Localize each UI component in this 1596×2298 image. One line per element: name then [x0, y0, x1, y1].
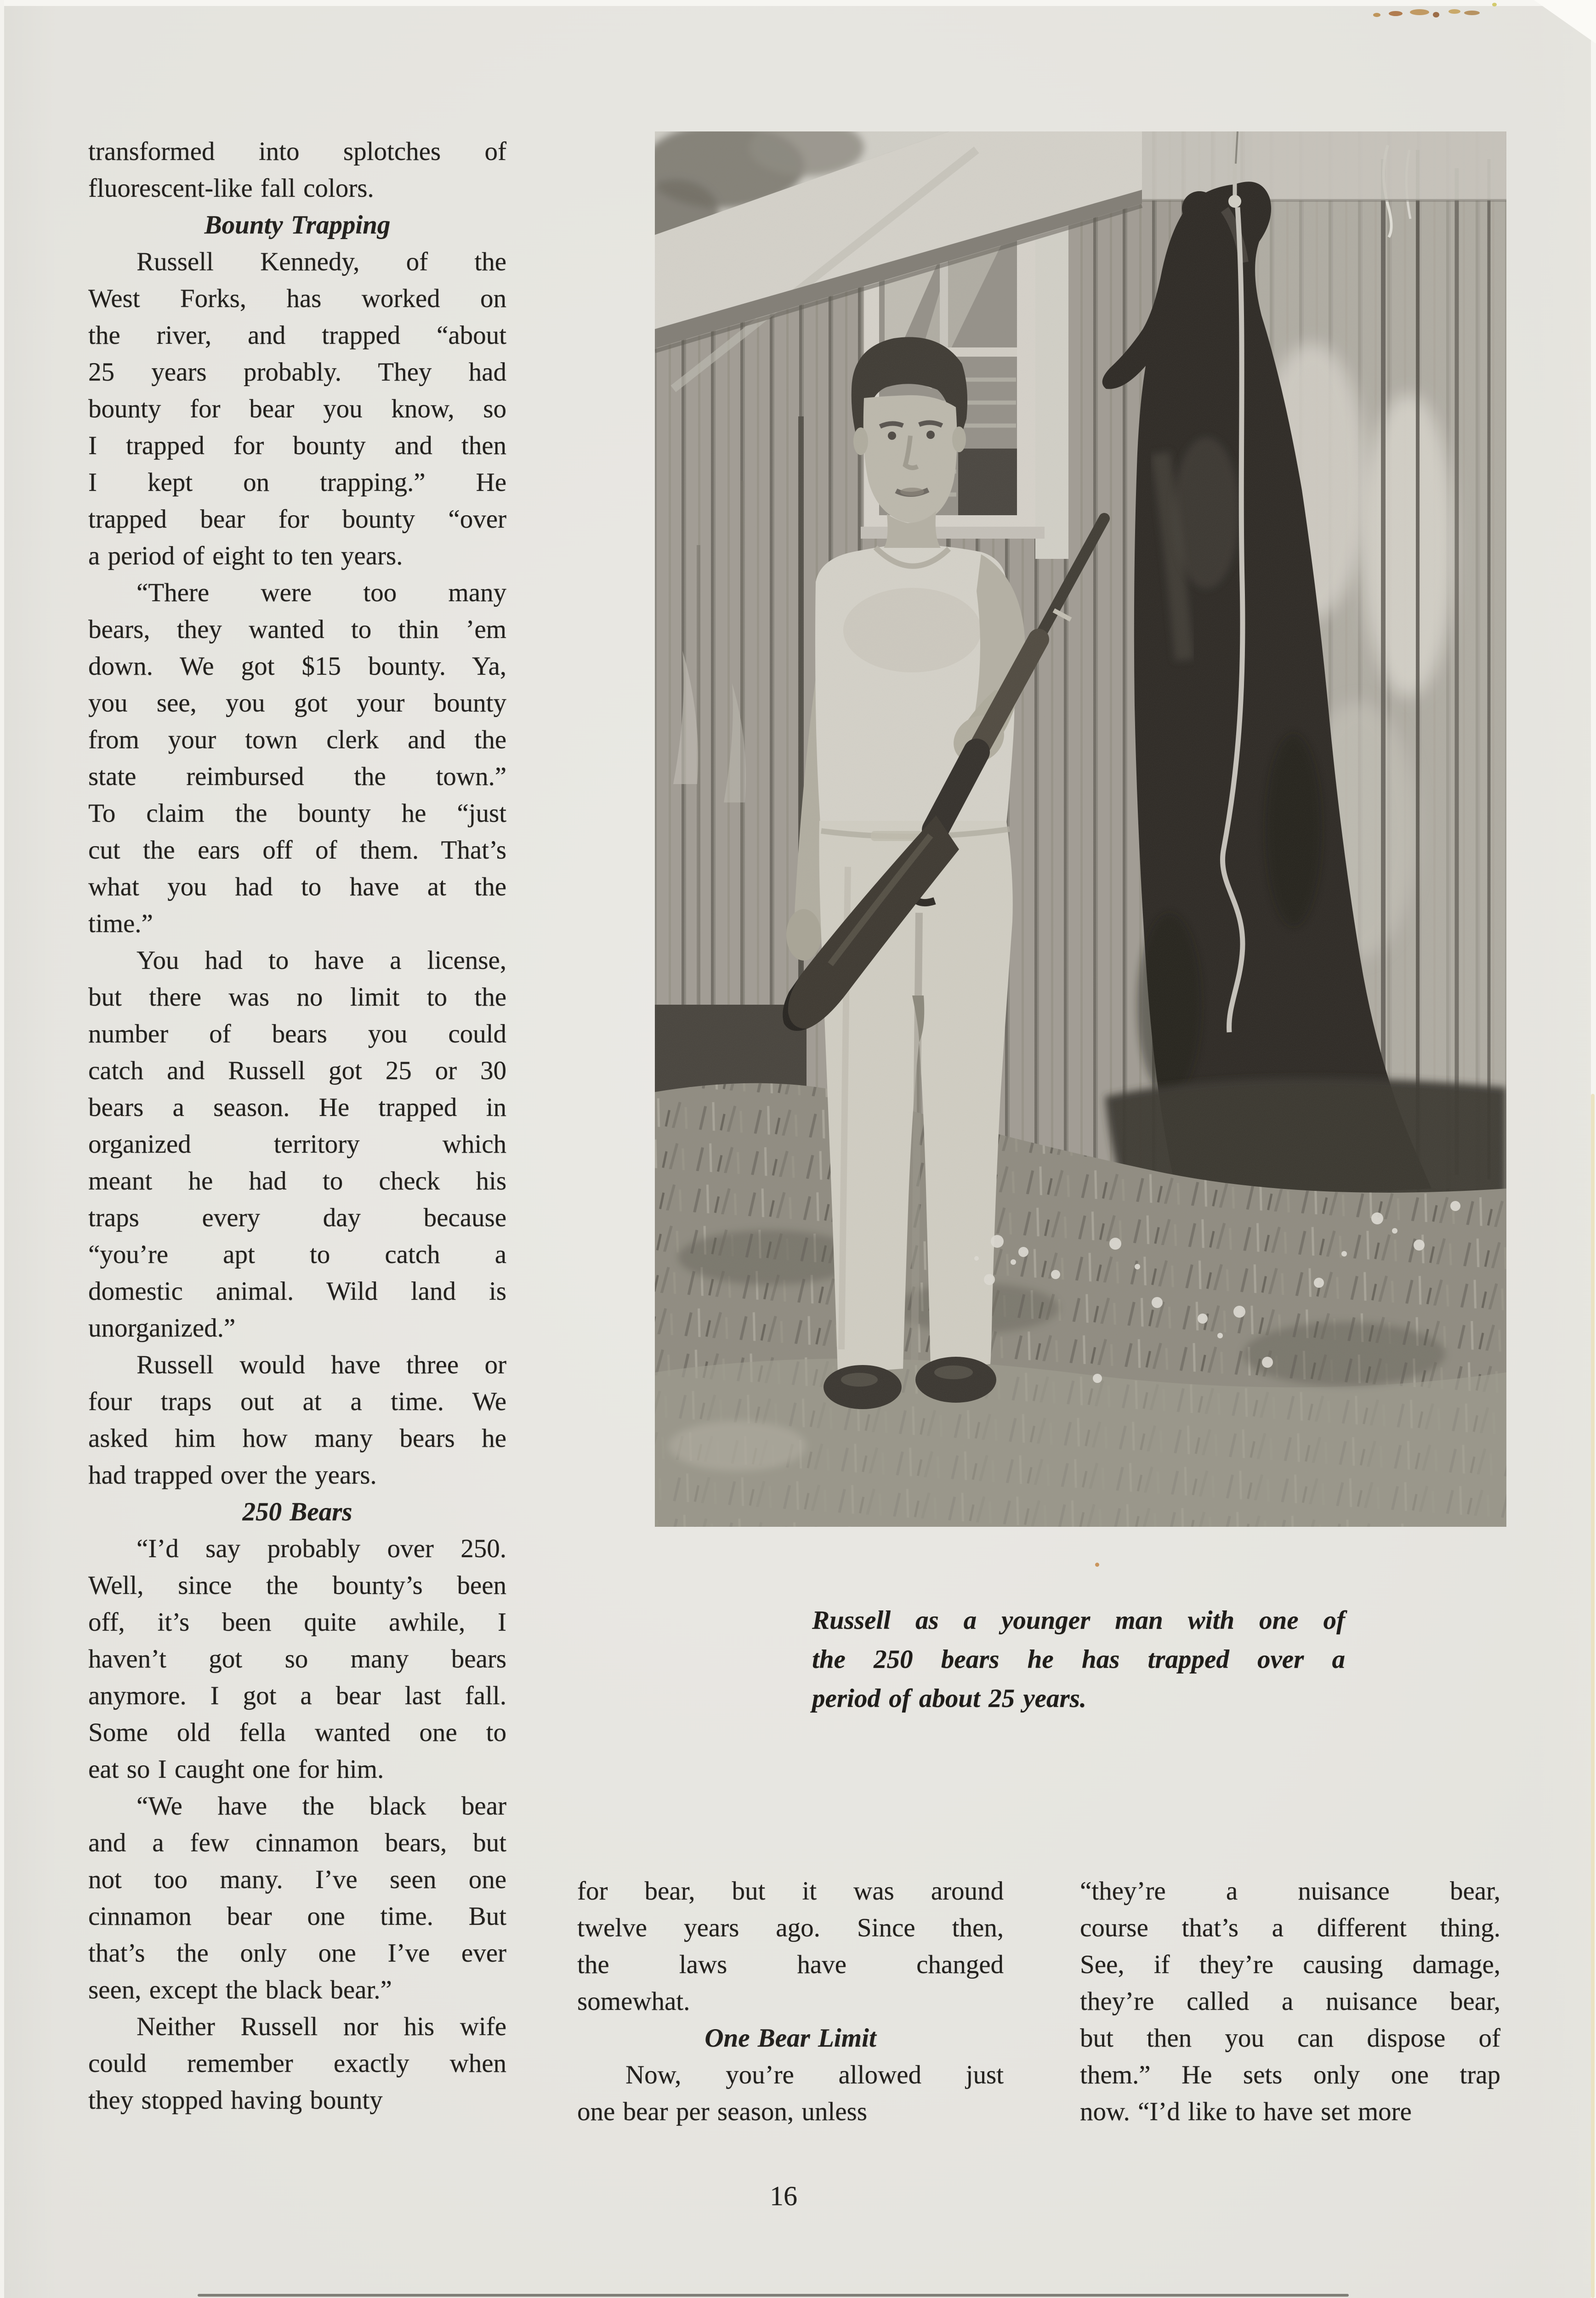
- paragraph-russell-kennedy: [88, 244, 506, 574]
- text-line: one bear per season, unless: [577, 2097, 867, 2126]
- text-line: seen, except the black bear.”: [88, 1975, 392, 2004]
- text-line: traps every day because: [88, 1203, 506, 1232]
- stain: [1095, 1563, 1099, 1567]
- right-text-column: [1080, 1873, 1500, 2130]
- paragraph-now-allowed: [577, 2057, 1004, 2130]
- text-line: Russell Kennedy, of the: [136, 247, 506, 276]
- text-line: “We have the black bear: [136, 1792, 506, 1820]
- text-line: cinnamon bear one time. But: [88, 1902, 506, 1931]
- text-line: period of about 25 years.: [812, 1684, 1087, 1713]
- stain: [1433, 12, 1439, 17]
- scan-edge-left: [0, 0, 4, 2298]
- text-line: Well, since the bounty’s been: [88, 1571, 506, 1600]
- text-line: organized territory which: [88, 1130, 506, 1159]
- text-line: time.”: [88, 909, 153, 938]
- text-line: they stopped having bounty: [88, 2086, 383, 2115]
- paragraph-neither-russell: [88, 2008, 506, 2119]
- text-line: Now, you’re allowed just: [625, 2060, 1004, 2089]
- text-line: 25 years probably. They had: [88, 358, 506, 387]
- photo-caption: [812, 1601, 1345, 1718]
- text-line: had trapped over the years.: [88, 1461, 377, 1490]
- text-line: a period of eight to ten years.: [88, 541, 403, 570]
- text-line: haven’t got so many bears: [88, 1644, 506, 1673]
- text-line: To claim the bounty he “just: [88, 799, 506, 828]
- section-heading-one-bear-limit: One Bear Limit: [704, 2024, 876, 2053]
- text-line: “you’re apt to catch a: [88, 1240, 506, 1269]
- text-line: state reimbursed the town.”: [88, 762, 506, 791]
- text-line: eat so I caught one for him.: [88, 1755, 384, 1784]
- text-line: meant he had to check his: [88, 1166, 506, 1195]
- text-line: trapped bear for bounty “over: [88, 505, 506, 534]
- text-line: “I’d say probably over 250.: [136, 1534, 506, 1563]
- text-line: I trapped for bounty and then: [88, 431, 506, 460]
- paragraph-cinnamon-bears: [88, 1788, 506, 2008]
- paragraph-three-or-four-traps: [88, 1347, 506, 1494]
- text-line: down. We got $15 bounty. Ya,: [88, 652, 506, 681]
- text-line: twelve years ago. Since then,: [577, 1913, 1004, 1942]
- text-line: could remember exactly when: [88, 2049, 506, 2078]
- scan-corner-top-right: [1534, 0, 1596, 44]
- text-line: from your town clerk and the: [88, 725, 506, 754]
- text-line: bounty for bear you know, so: [88, 394, 506, 423]
- text-line: domestic animal. Wild land is: [88, 1277, 506, 1306]
- text-line: you see, you got your bounty: [88, 688, 506, 717]
- stain: [1389, 11, 1403, 16]
- section-heading-250-bears: 250 Bears: [242, 1497, 352, 1526]
- text-line: course that’s a different thing.: [1080, 1913, 1500, 1942]
- page-number: 16: [770, 2181, 797, 2211]
- text-line: number of bears you could: [88, 1019, 506, 1048]
- text-line: bears a season. He trapped in: [88, 1093, 506, 1122]
- text-line: they’re called a nuisance bear,: [1080, 1987, 1500, 2016]
- scan-edge-top: [0, 0, 1596, 6]
- text-line: Russell would have three or: [136, 1350, 506, 1379]
- text-line: somewhat.: [577, 1987, 690, 2016]
- paragraph-license: [88, 942, 506, 1347]
- text-line: transformed into splotches of: [88, 137, 506, 166]
- text-line: Russell as a younger man with one of: [812, 1606, 1345, 1635]
- text-line: See, if they’re causing damage,: [1080, 1950, 1500, 1979]
- scan-bottom-line: [198, 2294, 1349, 2297]
- paragraph-for-bear: [577, 1873, 1004, 2020]
- scan-yellow-strip: [1591, 1094, 1595, 2298]
- text-line: the river, and trapped “about: [88, 321, 506, 350]
- paragraph-nuisance-bear: [1080, 1873, 1500, 2130]
- text-line: anymore. I got a bear last fall.: [88, 1681, 506, 1710]
- text-line: four traps out at a time. We: [88, 1387, 506, 1416]
- text-line: West Forks, has worked on: [88, 284, 506, 313]
- middle-text-column: [577, 1873, 1004, 2130]
- text-line: Some old fella wanted one to: [88, 1718, 506, 1747]
- text-line: for bear, but it was around: [577, 1877, 1004, 1906]
- stain: [1448, 9, 1460, 14]
- stain: [1410, 9, 1429, 15]
- text-line: but there was no limit to the: [88, 983, 506, 1012]
- text-line: what you had to have at the: [88, 872, 506, 901]
- paragraph-fall-colors: [88, 133, 506, 207]
- photo-illustration: [655, 131, 1506, 1527]
- text-line: unorganized.”: [88, 1314, 236, 1342]
- photo-russell-with-bear: [655, 131, 1506, 1527]
- text-line: You had to have a license,: [136, 946, 506, 975]
- text-line: the laws have changed: [577, 1950, 1004, 1979]
- text-line: them.” He sets only one trap: [1080, 2060, 1500, 2089]
- text-line: not too many. I’ve seen one: [88, 1865, 506, 1894]
- text-line: asked him how many bears he: [88, 1424, 506, 1453]
- stain: [1492, 3, 1497, 6]
- text-line: I kept on trapping.” He: [88, 468, 506, 497]
- text-line: cut the ears off of them. That’s: [88, 836, 506, 865]
- text-line: and a few cinnamon bears, but: [88, 1828, 506, 1857]
- text-line: that’s the only one I’ve ever: [88, 1939, 506, 1968]
- text-line: off, it’s been quite awhile, I: [88, 1608, 506, 1637]
- text-line: “There were too many: [136, 578, 506, 607]
- text-line: fluorescent-like fall colors.: [88, 174, 374, 203]
- text-line: but then you can dispose of: [1080, 2024, 1500, 2053]
- text-line: “they’re a nuisance bear,: [1080, 1877, 1500, 1906]
- stain: [1464, 11, 1480, 15]
- text-line: bears, they wanted to thin ’em: [88, 615, 506, 644]
- paragraph-over-250: [88, 1530, 506, 1788]
- paragraph-too-many-bears: [88, 574, 506, 942]
- section-heading-bounty-trapping: Bounty Trapping: [204, 210, 391, 239]
- text-line: Neither Russell nor his wife: [136, 2012, 506, 2041]
- left-text-column: [88, 133, 506, 2119]
- text-line: catch and Russell got 25 or 30: [88, 1056, 506, 1085]
- text-line: now. “I’d like to have set more: [1080, 2097, 1412, 2126]
- stain: [1373, 13, 1380, 17]
- text-line: the 250 bears he has trapped over a: [812, 1645, 1345, 1674]
